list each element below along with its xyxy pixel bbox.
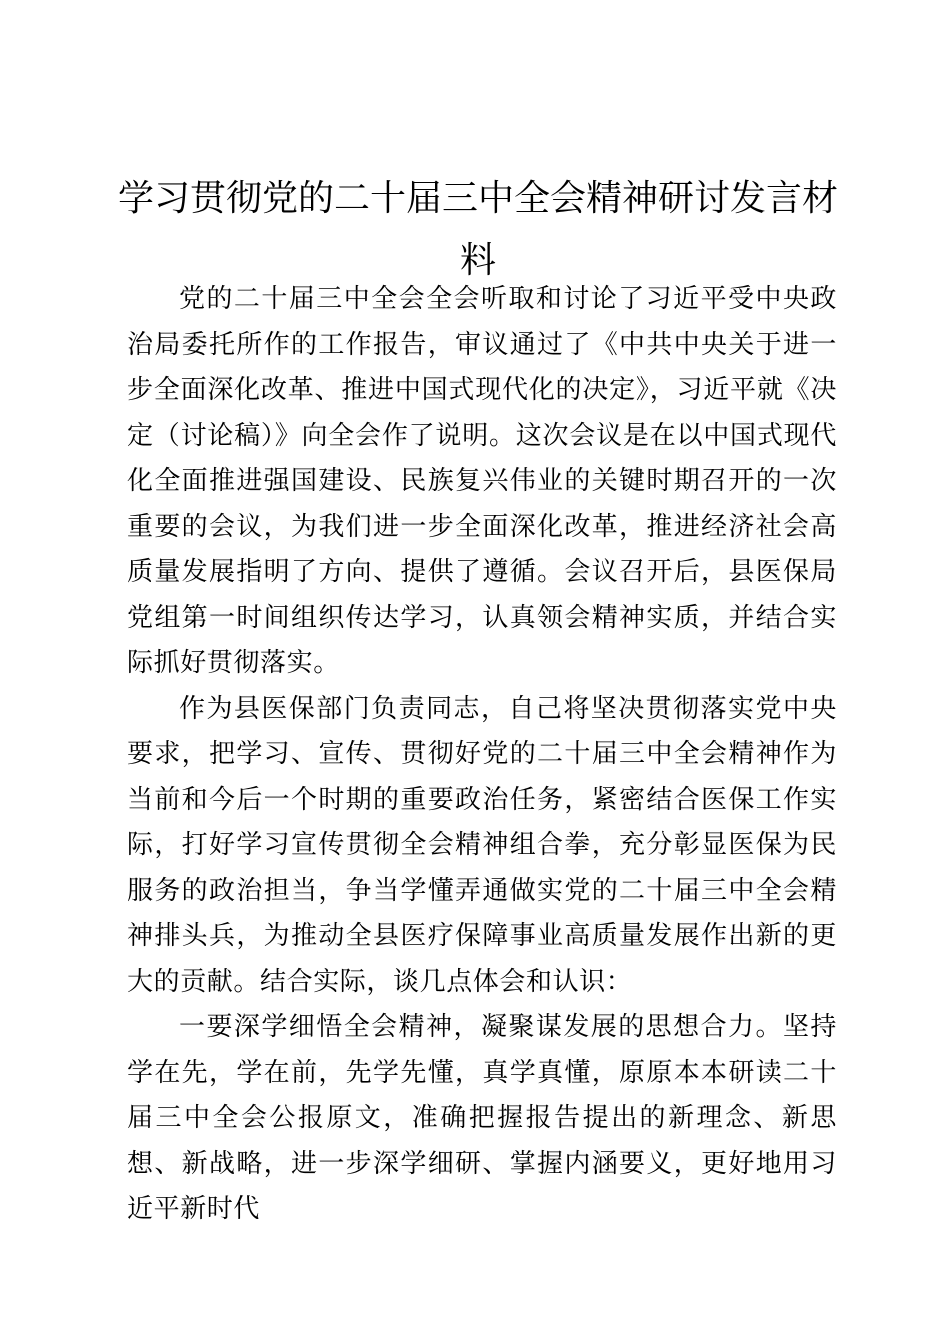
paragraph-point-one: 一要深学细悟全会精神，凝聚谋发展的思想合力。坚持学在先，学在前，先学先懂，真学真懂，原原本本研读二十届三中全会公报原文，准确把握报告提出的新理念、新思想、新战略，进一步深学细研、掌握内涵要义，更好地用习近平新时代 xyxy=(127,1012,837,1224)
document-body xyxy=(127,277,837,1233)
paragraph-intro: 党的二十届三中全会全会听取和讨论了习近平受中央政治局委托所作的工作报告，审议通过了《中共中央关于进一步全面深化改革、推进中国式现代化的决定》，习近平就《决定（讨论稿）》向全会作了说明。这次会议是在以中国式现代化全面推进强国建设、民族复兴伟业的关键时期召开的一次重要的会议，为我们进一步全面深化改革，推进经济社会高质量发展指明了方向、提供了遵循。会议召开后，县医保局党组第一时间组织传达学习，认真领会精神实质，并结合实际抓好贯彻落实。 xyxy=(127,284,837,678)
document-title: 学习贯彻党的二十届三中全会精神研讨发言材料 xyxy=(118,178,839,281)
paragraph-commitment: 作为县医保部门负责同志，自己将坚决贯彻落实党中央要求，把学习、宣传、贯彻好党的二十届三中全会精神作为当前和今后一个时期的重要政治任务，紧密结合医保工作实际，打好学习宣传贯彻全会精神组合拳，充分彰显医保为民服务的政治担当，争当学懂弄通做实党的二十届三中全会精神排头兵，为推动全县医疗保障事业高质量发展作出新的更大的贡献。结合实际，谈几点体会和认识： xyxy=(127,693,837,997)
